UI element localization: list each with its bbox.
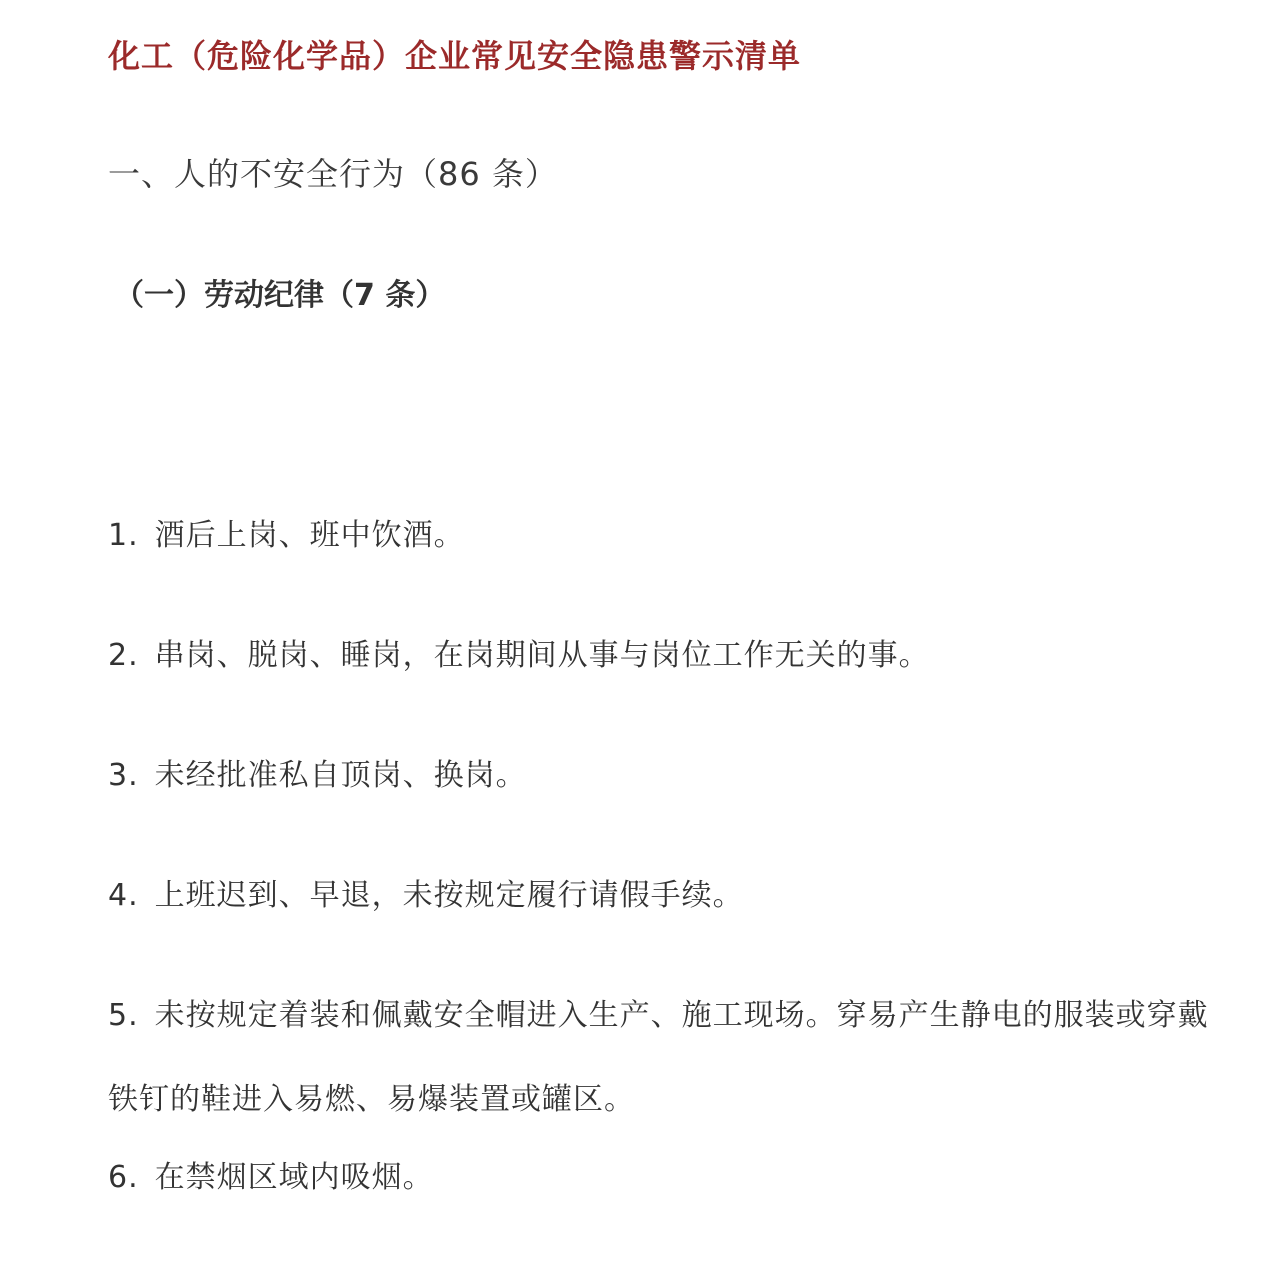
item-number: 5. — [108, 998, 139, 1033]
item-text: 串岗、脱岗、睡岗，在岗期间从事与岗位工作无关的事。 — [154, 638, 930, 673]
item-number: 2. — [108, 638, 139, 673]
item-text: 在禁烟区域内吸烟。 — [154, 1160, 434, 1195]
list-item — [108, 514, 1228, 558]
item-text: 未按规定着装和佩戴安全帽进入生产、施工现场。穿易产生静电的服装或穿戴铁钉的鞋进入易燃、易爆装置或罐区。 — [108, 998, 1209, 1117]
hazard-list — [108, 514, 1228, 1276]
item-number: 1. — [108, 518, 139, 553]
list-item — [108, 974, 1228, 1142]
sub-heading: （一）劳动纪律（7 条） — [114, 278, 446, 313]
item-number: 4. — [108, 878, 139, 913]
section-heading: 一、人的不安全行为（86 条） — [108, 155, 558, 193]
list-item — [108, 874, 1228, 918]
item-number: 3. — [108, 758, 139, 793]
item-text: 未经批准私自顶岗、换岗。 — [154, 758, 527, 793]
document-title: 化工（危险化学品）企业常见安全隐患警示清单 — [108, 37, 802, 75]
item-number: 6. — [108, 1160, 139, 1195]
item-text: 上班迟到、早退，未按规定履行请假手续。 — [154, 878, 744, 913]
list-item — [108, 634, 1228, 678]
list-item — [108, 754, 1228, 798]
list-item — [108, 1156, 1228, 1200]
item-text: 酒后上岗、班中饮酒。 — [154, 518, 465, 553]
